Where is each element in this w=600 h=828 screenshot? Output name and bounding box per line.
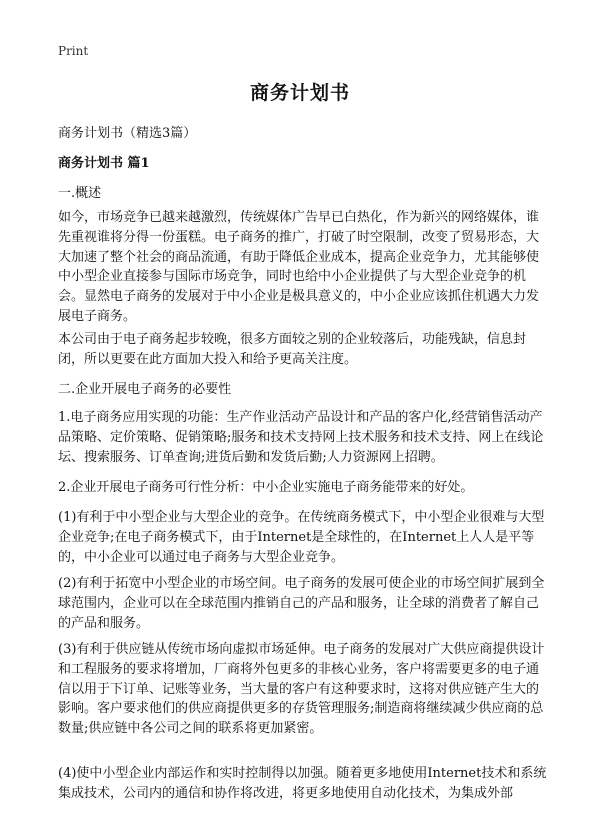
paragraph-6: (2)有利于拓宽中小型企业的市场空间。电子商务的发展可使企业的市场空间扩展到全球范围内，企业可以在全球范围内推销自己的产品和服务，让全球的消费者了解自己的产品和服务。 <box>58 576 545 631</box>
heading-overview: 一.概述 <box>58 186 102 201</box>
paragraph-4: 2.企业开展电子商务可行性分析：中小企业实施电子商务能带来的好处。 <box>58 480 474 495</box>
paragraph-5: (1)有利于中小型企业与大型企业的竞争。在传统商务模式下，中小型企业很难与大型企业竞争;在电子商务模式下，由于Internet是全球性的，在Internet上人人是平等的，中小企业可以通过电子商务与大型企业竞争。 <box>58 510 545 565</box>
paragraph-3: 1.电子商务应用实现的功能：生产作业活动产品设计和产品的客户化,经营销售活动产品策略、定价策略、促销策略;服务和技术支持网上技术服务和技术支持、网上在线论坛、搜索服务、订单查询;进货后勤和发货后勤;人力资源网上招聘。 <box>58 410 544 465</box>
paragraph-1: 如今，市场竞争已越来越激烈，传统媒体广告早已白热化，作为新兴的网络媒体，谁先重视谁将分得一份蛋糕。电子商务的推广，打破了时空限制，改变了贸易形态，大大加速了整个社会的商品流通，有助于降低企业成本，提高企业竞争力，尤其能够使中小型企业直接参与国际市场竞争，同时也给中小企业提供了与大型企业竞争的机会。显然电子商务的发展对于中小企业是极具意义的，中小企业应该抓住机遇大力发展电子商务。 <box>58 210 540 324</box>
section-title: 商务计划书 篇1 <box>58 156 150 171</box>
document-subtitle: 商务计划书（精选3篇） <box>58 126 197 141</box>
paragraph-8: (4)使中小型企业内部运作和实时控制得以加强。随着更多地使用Internet技术和系统集成技术，公司内的通信和协作将改进，将更多地使用自动化技术，为集成外部 <box>58 766 547 801</box>
document-title: 商务计划书 <box>249 82 350 104</box>
heading-necessity: 二.企业开展电子商务的必要性 <box>58 382 232 397</box>
paragraph-2: 本公司由于电子商务起步较晚，很多方面较之别的企业较落后，功能残缺，信息封闭，所以更要在此方面加大投入和给予更高关注度。 <box>58 332 527 367</box>
paragraph-7: (3)有利于供应链从传统市场向虚拟市场延伸。电子商务的发展对广大供应商提供设计和工程服务的要求将增加，厂商将外包更多的非核心业务，客户将需要更多的电子通信以用于下订单、记账等业务，当大量的客户有这种要求时，这将对供应链产生大的影响。客户要求他们的供应商提供更多的存货管理服务;制造商将继续减少供应商的总数量;供应链中各公司之间的联系将更加紧密。 <box>58 642 545 737</box>
print-label[interactable]: Print <box>58 44 89 58</box>
